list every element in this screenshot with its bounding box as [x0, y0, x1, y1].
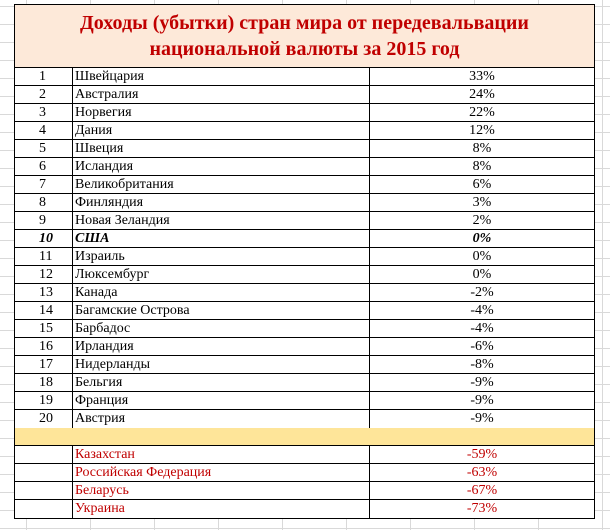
country-cell[interactable]: Канада — [73, 284, 370, 301]
country-cell[interactable]: Австралия — [73, 86, 370, 103]
value-cell[interactable]: -63% — [466, 465, 498, 480]
table-row — [15, 482, 594, 500]
rank-cell[interactable]: 10 — [15, 230, 73, 247]
table-row — [15, 284, 594, 302]
country-cell[interactable]: Российская Федерация — [73, 464, 370, 481]
country-cell[interactable]: Финляндия — [73, 194, 370, 211]
country-cell[interactable]: Казахстан — [73, 446, 370, 463]
value-cell[interactable]: -9% — [470, 411, 494, 426]
rank-cell[interactable]: 17 — [15, 356, 73, 373]
rank-cell[interactable]: 11 — [15, 248, 73, 265]
value-cell[interactable]: 3% — [472, 195, 492, 210]
table-row — [15, 122, 594, 140]
country-cell[interactable]: Великобритания — [73, 176, 370, 193]
separator-row[interactable] — [15, 428, 594, 446]
value-cell[interactable]: 22% — [469, 105, 495, 120]
rank-cell[interactable]: 16 — [15, 338, 73, 355]
table-row — [15, 86, 594, 104]
rank-cell[interactable]: 19 — [15, 392, 73, 409]
table-row — [15, 464, 594, 482]
country-cell[interactable]: Новая Зеландия — [73, 212, 370, 229]
table-row — [15, 212, 594, 230]
rank-cell[interactable] — [15, 446, 73, 463]
country-cell[interactable]: Люксембург — [73, 266, 370, 283]
country-cell[interactable]: Норвегия — [73, 104, 370, 121]
rank-cell[interactable]: 4 — [15, 122, 73, 139]
table-row — [15, 446, 594, 464]
country-cell[interactable]: Нидерланды — [73, 356, 370, 373]
value-cell[interactable]: 0% — [472, 231, 492, 246]
country-cell[interactable]: Исландия — [73, 158, 370, 175]
value-cell[interactable]: -2% — [470, 285, 494, 300]
country-cell[interactable]: Австрия — [73, 410, 370, 428]
table-row — [15, 176, 594, 194]
value-cell[interactable]: -73% — [466, 501, 498, 516]
rank-cell[interactable]: 18 — [15, 374, 73, 391]
value-cell[interactable]: 0% — [472, 267, 492, 282]
value-cell[interactable]: -6% — [470, 339, 494, 354]
value-cell[interactable]: -4% — [470, 303, 494, 318]
extra-rows — [15, 446, 594, 518]
table-row — [15, 248, 594, 266]
country-cell[interactable]: Украина — [73, 500, 370, 518]
rank-cell[interactable]: 6 — [15, 158, 73, 175]
table-row — [15, 392, 594, 410]
value-cell[interactable]: 6% — [472, 177, 492, 192]
table-row — [15, 356, 594, 374]
rank-cell[interactable] — [15, 500, 73, 518]
value-cell[interactable]: -8% — [470, 357, 494, 372]
value-cell[interactable]: 0% — [472, 249, 492, 264]
country-cell[interactable]: Ирландия — [73, 338, 370, 355]
country-cell[interactable]: Барбадос — [73, 320, 370, 337]
table-row — [15, 104, 594, 122]
rank-cell[interactable]: 12 — [15, 266, 73, 283]
rank-cell[interactable]: 13 — [15, 284, 73, 301]
country-cell[interactable]: Беларусь — [73, 482, 370, 499]
value-cell[interactable]: 8% — [472, 141, 492, 156]
table-row — [15, 338, 594, 356]
rank-cell[interactable]: 14 — [15, 302, 73, 319]
value-cell[interactable]: -59% — [466, 447, 498, 462]
value-cell[interactable]: 2% — [472, 213, 492, 228]
rank-cell[interactable]: 1 — [15, 68, 73, 85]
table-row — [15, 194, 594, 212]
value-cell[interactable]: -9% — [470, 375, 494, 390]
value-cell[interactable]: 24% — [469, 87, 495, 102]
table-row — [15, 500, 594, 518]
table-row — [15, 68, 594, 86]
rank-cell[interactable]: 2 — [15, 86, 73, 103]
rank-cell[interactable] — [15, 464, 73, 481]
value-cell[interactable]: -67% — [466, 483, 498, 498]
value-cell[interactable]: -9% — [470, 393, 494, 408]
value-cell[interactable]: 8% — [472, 159, 492, 174]
country-cell[interactable]: Швейцария — [73, 68, 370, 85]
rank-cell[interactable]: 3 — [15, 104, 73, 121]
value-cell[interactable]: -4% — [470, 321, 494, 336]
table-row — [15, 140, 594, 158]
rank-cell[interactable]: 20 — [15, 410, 73, 428]
rank-cell[interactable]: 7 — [15, 176, 73, 193]
rank-cell[interactable]: 8 — [15, 194, 73, 211]
table-row — [15, 158, 594, 176]
rank-cell[interactable] — [15, 482, 73, 499]
table-row — [15, 410, 594, 428]
country-cell[interactable]: Багамские Острова — [73, 302, 370, 319]
country-cell[interactable]: США — [73, 230, 370, 247]
country-cell[interactable]: Дания — [73, 122, 370, 139]
ranked-rows — [15, 68, 594, 428]
country-cell[interactable]: Швеция — [73, 140, 370, 157]
country-cell[interactable]: Франция — [73, 392, 370, 409]
table-row — [15, 266, 594, 284]
table-row — [15, 320, 594, 338]
table-row — [15, 230, 594, 248]
table-row — [15, 302, 594, 320]
country-cell[interactable]: Израиль — [73, 248, 370, 265]
rank-cell[interactable]: 9 — [15, 212, 73, 229]
rank-cell[interactable]: 5 — [15, 140, 73, 157]
value-cell[interactable]: 12% — [469, 123, 495, 138]
table-row — [15, 374, 594, 392]
table-title[interactable]: Доходы (убытки) стран мира от передевальвации национальной валюты за 2015 год — [15, 5, 594, 68]
rank-cell[interactable]: 15 — [15, 320, 73, 337]
value-cell[interactable]: 33% — [469, 69, 495, 84]
country-cell[interactable]: Бельгия — [73, 374, 370, 391]
data-table — [14, 4, 595, 519]
